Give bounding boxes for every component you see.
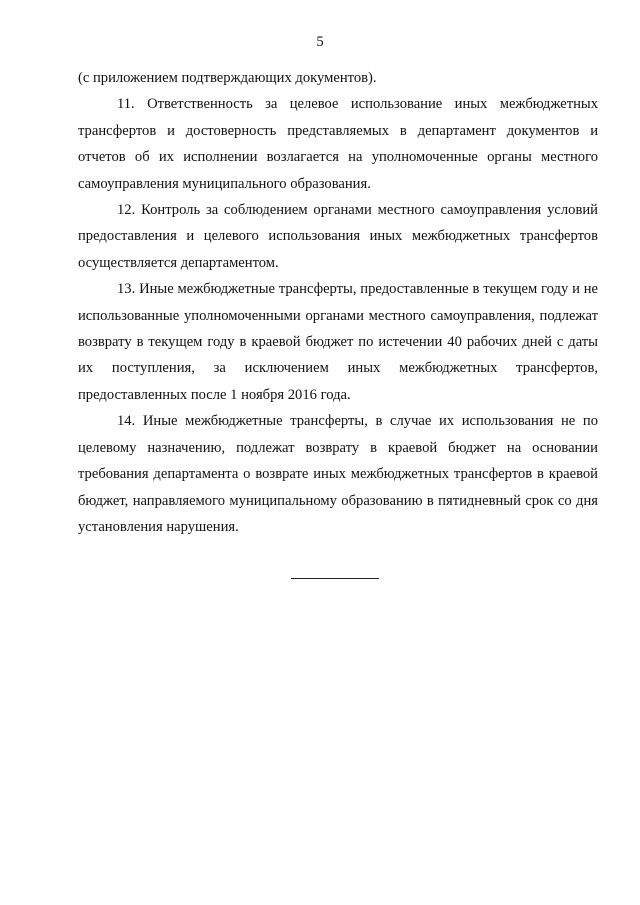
paragraph-13: 13. Иные межбюджетные трансферты, предоставленные в текущем году и не использованные уполномоченными органами местного самоуправления, подлежат возврату в текущем году в краевой бюджет по истечении 40 рабочих дней с даты их поступления, за исключением иных межбюджетных трансфертов, предоставленных после 1 ноября 2016 года.	[78, 281, 598, 403]
page-number: 5	[316, 34, 324, 50]
paragraph-14: 14. Иные межбюджетные трансферты, в случае их использования не по целевому назначению, подлежат возврату в краевой бюджет на основании требования департамента о возврате иных межбюджетных трансфертов в краевой бюджет, направляемого муниципальному образованию в пятидневный срок со дня установления нарушения.	[78, 413, 598, 535]
document-body	[78, 65, 598, 540]
paragraph-continuation: (с приложением подтверждающих документов).	[78, 70, 377, 86]
end-divider	[291, 578, 379, 579]
paragraph-12: 12. Контроль за соблюдением органами местного самоуправления условий предоставления и целевого использования иных межбюджетных трансфертов осуществляется департаментом.	[78, 202, 598, 271]
paragraph-11: 11. Ответственность за целевое использование иных межбюджетных трансфертов и достоверность представляемых в департамент документов и отчетов об их исполнении возлагается на уполномоченные органы местного самоуправления муниципального образования.	[78, 96, 598, 192]
